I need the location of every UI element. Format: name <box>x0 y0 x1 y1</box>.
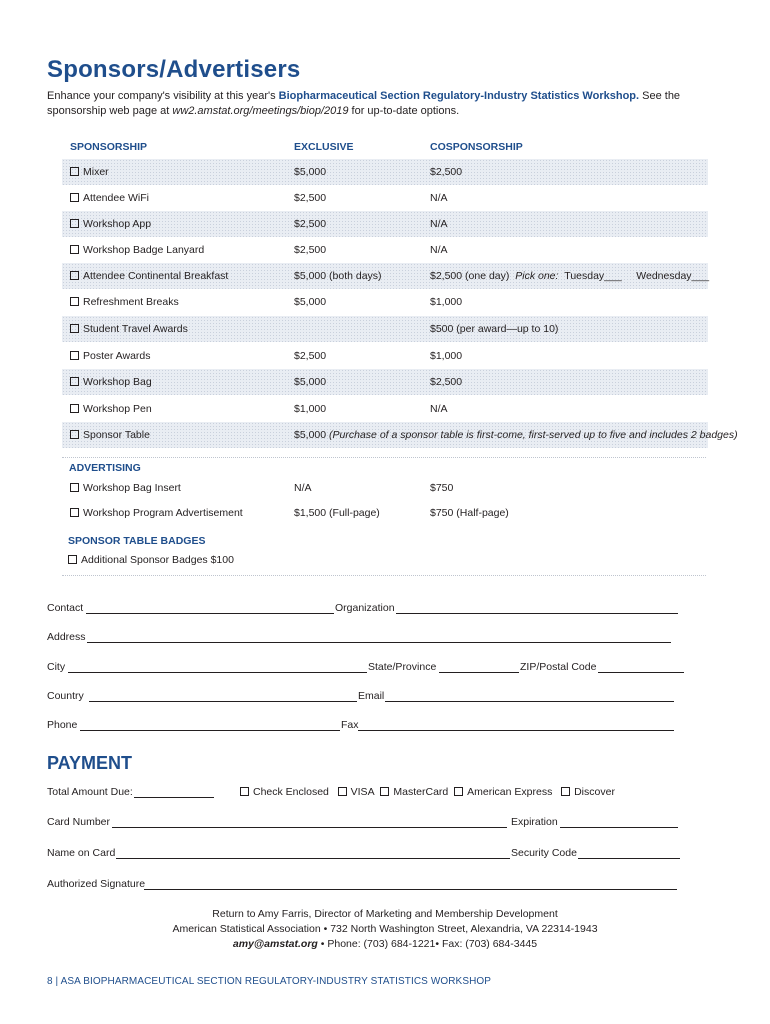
phone-label: Phone <box>47 719 78 731</box>
return-line-2: American Statistical Association • 732 North Washington Street, Alexandria, VA 22314-1943 <box>172 923 598 935</box>
checkbox[interactable] <box>70 508 79 517</box>
return-line-1: Return to Amy Farris, Director of Marketing and Membership Development <box>212 908 558 920</box>
checkbox[interactable] <box>70 297 79 306</box>
expiration-label: Expiration <box>511 816 558 828</box>
header-cosponsorship: COSPONSORSHIP <box>430 141 523 153</box>
expiration-input[interactable] <box>560 827 678 828</box>
item-label: Workshop Bag <box>83 376 152 388</box>
sponsorship-row <box>62 159 708 185</box>
item-label: Workshop Badge Lanyard <box>83 244 205 256</box>
cosponsorship-price: N/A <box>430 192 448 204</box>
checkbox[interactable] <box>70 324 79 333</box>
badges-header: SPONSOR TABLE BADGES <box>68 535 206 547</box>
advertising-header: ADVERTISING <box>69 462 141 474</box>
fax-input[interactable] <box>358 730 674 731</box>
sponsor-table-note: (Purchase of a sponsor table is first-come, first-served up to five and includes 2 badges) <box>329 429 738 441</box>
checkbox[interactable] <box>70 483 79 492</box>
return-line-3 <box>0 938 770 950</box>
city-label: City <box>47 661 66 673</box>
contact-email[interactable]: amy@amstat.org <box>232 938 318 950</box>
item-label: Student Travel Awards <box>83 323 188 335</box>
contact-input[interactable] <box>86 613 334 614</box>
sponsorship-row <box>62 263 708 289</box>
mastercard-checkbox[interactable] <box>380 787 389 796</box>
mastercard-label: MasterCard <box>393 786 449 798</box>
city-input[interactable] <box>68 672 367 673</box>
checkbox[interactable] <box>70 271 79 280</box>
sponsorship-row <box>62 369 708 395</box>
state-input[interactable] <box>439 672 519 673</box>
checkbox[interactable] <box>70 167 79 176</box>
checkbox[interactable] <box>70 351 79 360</box>
discover-label: Discover <box>574 786 615 798</box>
contact-phone-fax: • Phone: (703) 684-1221• Fax: (703) 684-3445 <box>317 938 538 950</box>
sponsorship-url[interactable]: ww2.amstat.org/meetings/biop/2019 <box>172 105 349 117</box>
checkbox[interactable] <box>70 404 79 413</box>
cosponsorship-price: $2,500 <box>430 376 463 388</box>
sponsorship-row <box>62 289 708 315</box>
sponsorship-row <box>62 316 708 342</box>
sponsorship-row <box>62 185 708 211</box>
pick-one-label: Pick one: <box>515 270 559 282</box>
email-input[interactable] <box>385 701 674 702</box>
cosponsorship-price: $2,500 (one day) <box>430 270 510 282</box>
country-label: Country <box>47 690 84 702</box>
check-enclosed-checkbox[interactable] <box>240 787 249 796</box>
item-label: Workshop Program Advertisement <box>83 507 243 519</box>
item-label: Refreshment Breaks <box>83 296 179 308</box>
card-number-input[interactable] <box>112 827 507 828</box>
amex-checkbox[interactable] <box>454 787 463 796</box>
exclusive-price: N/A <box>294 482 312 494</box>
phone-input[interactable] <box>80 730 340 731</box>
exclusive-price: $2,500 <box>294 218 327 230</box>
pick-one-options[interactable]: Tuesday___ Wednesday___ <box>564 270 710 282</box>
organization-input[interactable] <box>396 613 678 614</box>
zip-label: ZIP/Postal Code <box>520 661 597 673</box>
payment-title: PAYMENT <box>47 753 133 773</box>
item-label: Attendee Continental Breakfast <box>83 270 229 282</box>
checkbox[interactable] <box>70 219 79 228</box>
signature-label: Authorized Signature <box>47 878 146 890</box>
visa-label: VISA <box>350 786 375 798</box>
checkbox[interactable] <box>70 377 79 386</box>
fax-label: Fax <box>341 719 359 731</box>
cosponsorship-price: $1,000 <box>430 296 463 308</box>
item-label: Poster Awards <box>83 350 151 362</box>
sponsorship-row <box>62 396 708 422</box>
amex-label: American Express <box>467 786 553 798</box>
cosponsorship-price: $2,500 <box>430 166 463 178</box>
exclusive-price: $2,500 <box>294 350 327 362</box>
header-exclusive: EXCLUSIVE <box>294 141 354 153</box>
badges-row <box>68 554 234 566</box>
security-code-label: Security Code <box>511 847 577 859</box>
state-label: State/Province <box>368 661 437 673</box>
sponsorship-row <box>62 237 708 263</box>
cosponsorship-price: $750 (Half-page) <box>430 507 509 519</box>
item-label: Attendee WiFi <box>83 192 149 204</box>
exclusive-price: $5,000 (both days) <box>294 270 382 282</box>
advertising-row <box>70 482 181 494</box>
cosponsorship-price: $500 (per award—up to 10) <box>430 323 559 335</box>
page-footer: 8 | ASA BIOPHARMACEUTICAL SECTION REGULATORY-INDUSTRY STATISTICS WORKSHOP <box>47 976 492 987</box>
item-label: Workshop App <box>83 218 152 230</box>
address-label: Address <box>47 631 86 643</box>
exclusive-price: $1,500 (Full-page) <box>294 507 380 519</box>
sponsorship-row <box>62 343 708 369</box>
sponsorship-row <box>62 211 708 237</box>
intro-part-2: See the sponsorship web page at <box>47 90 681 117</box>
exclusive-price: $5,000 <box>294 429 327 441</box>
divider <box>62 575 706 576</box>
item-label: Workshop Pen <box>83 403 152 415</box>
cosponsorship-price: $1,000 <box>430 350 463 362</box>
email-label: Email <box>358 690 385 702</box>
organization-label: Organization <box>335 602 395 614</box>
signature-input[interactable] <box>144 889 677 890</box>
checkbox[interactable] <box>70 193 79 202</box>
intro-text <box>47 89 727 119</box>
divider <box>62 457 706 458</box>
total-input[interactable] <box>134 797 214 798</box>
exclusive-price: $2,500 <box>294 244 327 256</box>
check-enclosed-label: Check Enclosed <box>253 786 329 798</box>
page-title: Sponsors/Advertisers <box>47 56 301 83</box>
checkbox[interactable] <box>70 245 79 254</box>
cosponsorship-price: N/A <box>430 218 448 230</box>
item-label: Workshop Bag Insert <box>83 482 181 494</box>
cosponsorship-price: $750 <box>430 482 454 494</box>
intro-part-1: Enhance your company's visibility at this year's <box>47 90 279 102</box>
name-on-card-input[interactable] <box>116 858 510 859</box>
checkbox[interactable] <box>68 555 77 564</box>
discover-checkbox[interactable] <box>561 787 570 796</box>
item-label: Mixer <box>83 166 109 178</box>
sponsorship-row <box>62 422 738 448</box>
visa-checkbox[interactable] <box>338 787 347 796</box>
cosponsorship-price: N/A <box>430 403 448 415</box>
address-input[interactable] <box>87 642 671 643</box>
exclusive-price: $5,000 <box>294 296 327 308</box>
intro-part-3: for up-to-date options. <box>348 105 460 117</box>
workshop-name: Biopharmaceutical Section Regulatory-Industry Statistics Workshop. <box>278 90 640 102</box>
card-number-label: Card Number <box>47 816 111 828</box>
zip-input[interactable] <box>598 672 684 673</box>
advertising-row <box>70 507 243 519</box>
country-input[interactable] <box>89 701 357 702</box>
item-label: Sponsor Table <box>83 429 150 441</box>
item-label: Additional Sponsor Badges $100 <box>81 554 234 566</box>
contact-label: Contact <box>47 602 84 614</box>
exclusive-price: $1,000 <box>294 403 327 415</box>
exclusive-price: $2,500 <box>294 192 327 204</box>
name-on-card-label: Name on Card <box>47 847 116 859</box>
payment-methods <box>240 786 615 798</box>
cosponsorship-price: N/A <box>430 244 448 256</box>
security-code-input[interactable] <box>578 858 680 859</box>
exclusive-price: $5,000 <box>294 376 327 388</box>
exclusive-price: $5,000 <box>294 166 327 178</box>
total-label: Total Amount Due: <box>47 786 133 798</box>
checkbox[interactable] <box>70 430 79 439</box>
header-sponsorship: SPONSORSHIP <box>70 141 148 153</box>
